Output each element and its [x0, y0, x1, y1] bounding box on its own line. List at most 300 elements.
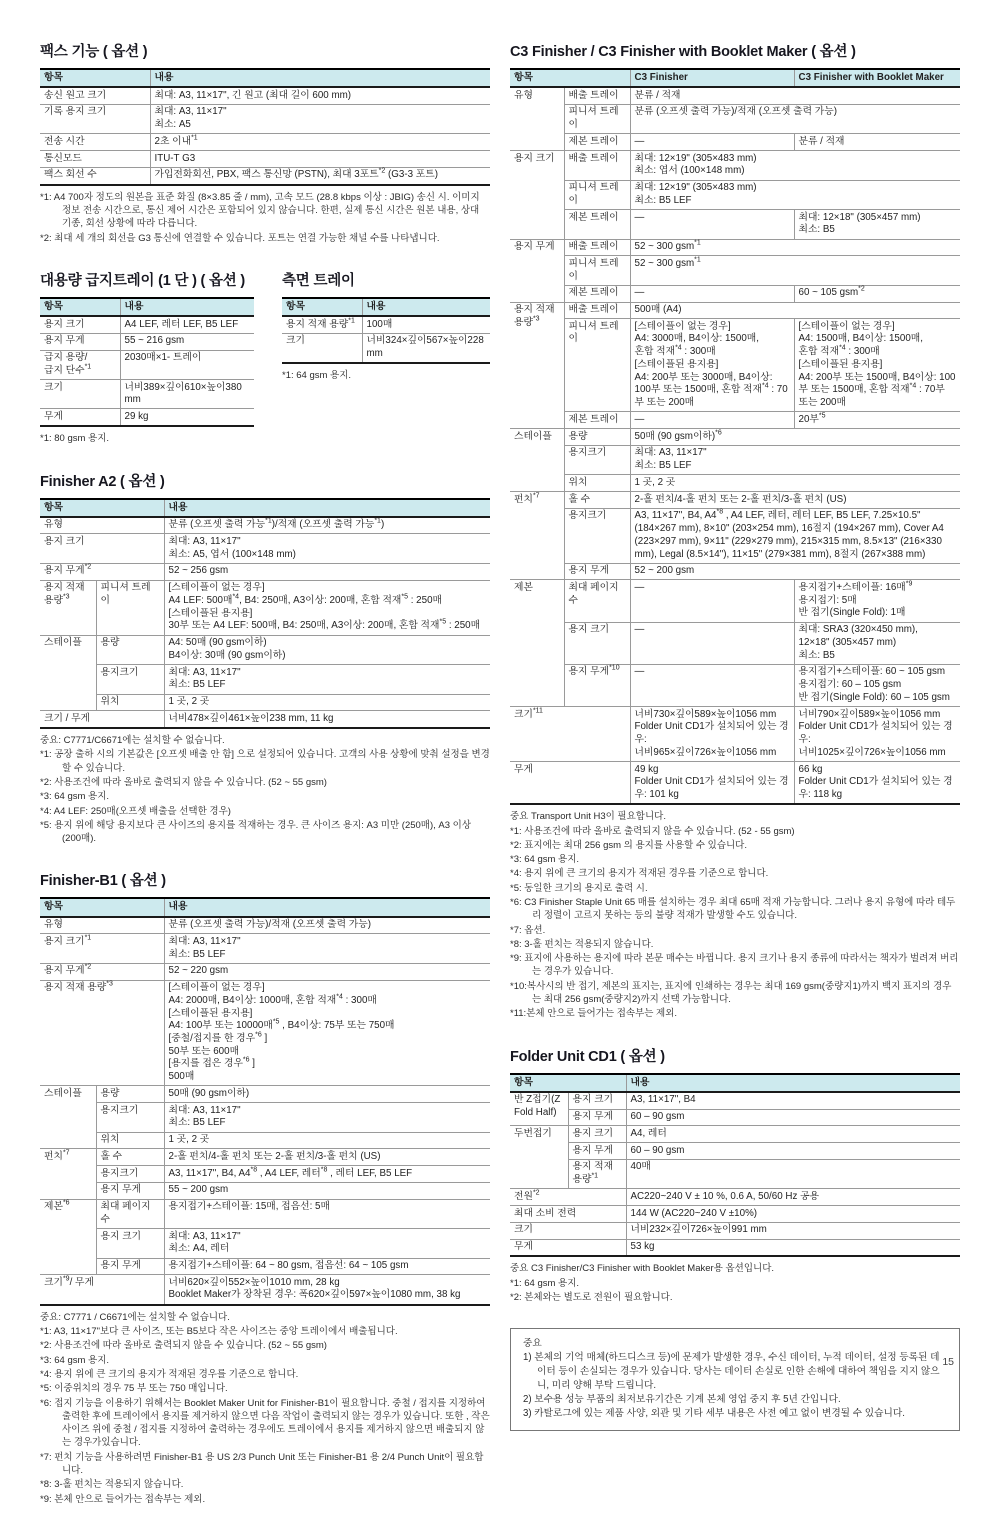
- table-cell: 60 – 90 gsm: [626, 1109, 960, 1126]
- table-row: [40, 134, 490, 151]
- table-cell: 피니셔 트레이: [564, 256, 630, 285]
- table-row: [40, 333, 254, 350]
- table-row: [40, 1166, 490, 1183]
- table-cell: 최대: A3, 11×17" 최소: B5 LEF: [164, 934, 490, 963]
- footnote: *2: 사용조건에 따라 올바로 출력되지 않을 수 있습니다. (52 ~ 55 gsm): [40, 776, 327, 788]
- table-cell: 52 ~ 200 gsm: [630, 563, 960, 580]
- table-row: [510, 87, 960, 104]
- table-row: [510, 210, 960, 239]
- table-cell: 용량: [96, 1086, 164, 1103]
- table-cell: 용지 무게: [568, 1109, 626, 1126]
- table-cell: 최대: A3, 11×17" 최소: B5 LEF: [164, 665, 490, 694]
- table-row: [510, 412, 960, 429]
- table-cell: 피니셔 트레이: [96, 580, 164, 635]
- table-cell: 위치: [564, 475, 630, 492]
- table-cell: 두번접기: [510, 1126, 568, 1189]
- table-row: [40, 694, 490, 711]
- footnote: *2: 본체와는 별도로 전원이 필요합니다.: [510, 1291, 673, 1303]
- table-cell: 500매 (A4): [630, 302, 960, 319]
- section-folder-unit-cd1: [510, 1045, 960, 1304]
- finisher-b1-notes: [40, 1311, 490, 1506]
- table-cell: 크기 / 무게: [40, 711, 164, 728]
- table-row: [40, 1258, 490, 1275]
- footnote: *3: 64 gsm 용지.: [40, 1354, 110, 1366]
- footnote: *6: C3 Finisher Staple Unit 65 매를 설치하는 경우 최대 65매 적재 가능합니다. 그러나 용지 유형에 따라 테두리 정렬이 고르지 못하는 등의 불량 적재가 발생할 수도 있습니다.: [510, 897, 956, 922]
- table-cell: 100매: [362, 316, 490, 333]
- table-cell: 50매 (90 gsm이하)$^{*6}$: [630, 429, 960, 446]
- table-cell: 급지 용량/ 급지 단수$^{*1}$: [40, 350, 120, 379]
- table-cell: 반 Z접기(Z Fold Half): [510, 1092, 568, 1126]
- table-row: [510, 622, 960, 664]
- section-finisher-a2: [40, 470, 490, 846]
- table-cell: 144 W (AC220~240 V ±10%): [626, 1206, 960, 1223]
- table-cell: 55 ~ 200 gsm: [164, 1182, 490, 1199]
- table-cell: 용지 적재 용량$^{*3}$: [40, 980, 164, 1086]
- table-cell: —: [630, 134, 794, 151]
- fax-notes: [40, 191, 490, 245]
- table-cell: 최대: A3, 11×17" 최소: A5: [150, 104, 490, 133]
- table-cell: 용지 무게: [510, 239, 564, 302]
- table-cell: 29 kg: [120, 409, 254, 426]
- table-cell: 피니셔 트레이: [564, 104, 630, 133]
- table-cell: 최대 페이지수: [564, 580, 630, 622]
- table-row: [510, 707, 960, 762]
- table-row: [510, 475, 960, 492]
- table-cell: 분류 / 적재: [794, 134, 960, 151]
- table-cell: 최대: A3, 11×17", 긴 원고 (최대 길이 600 mm): [150, 87, 490, 104]
- section-title-side-tray: 측면 트레이: [282, 272, 355, 289]
- footnote: *5: 이중위치의 경우 75 부 또는 750 매입니다.: [40, 1383, 228, 1395]
- footnote: *8: 3-홀 펀치는 적용되지 않습니다.: [510, 938, 654, 950]
- table-row: [510, 1092, 960, 1109]
- table-cell: 분류 (오프셋 출력 가능)/적재 (오프셋 출력 가능): [630, 104, 960, 133]
- table-row: [510, 762, 960, 805]
- table-row: [40, 963, 490, 980]
- column-header: C3 Finisher: [630, 69, 794, 87]
- table-cell: 2030매×1- 트레이: [120, 350, 254, 379]
- section-c3-finisher: [510, 40, 960, 1021]
- table-cell: [스테이플이 없는 경우] A4 LEF: 500매$^{*4}$, B4: 250매, A3이상: 200매, 혼합 적재$^{*5}$ : 250매 [스테이플된 용지용] 30부 또는 A4 LEF: 500매, B4: 250매, A3이상: 200매, 혼합 적재$^{*5}$ : 250매: [164, 580, 490, 635]
- header-row: [40, 898, 490, 916]
- page-number: 15: [942, 1356, 954, 1368]
- table-cell: 제본 트레이: [564, 285, 630, 302]
- column-header: 내용: [626, 1074, 960, 1092]
- table-cell: A3, 11×17", B4, A4$^{*8}$ , A4 LEF, 레터$^{*8}$ , 레터 LEF, B5 LEF: [164, 1166, 490, 1183]
- table-row: [40, 1149, 490, 1166]
- table-cell: 너비478×깊이461×높이238 mm, 11 kg: [164, 711, 490, 728]
- header-row: [40, 499, 490, 517]
- c3-finisher-spec-table: [510, 68, 960, 805]
- footnote: 중요 Transport Unit H3이 필요합니다.: [510, 811, 666, 823]
- table-cell: 가입전화회선, PBX, 팩스 통신망 (PSTN), 최대 3포트$^{*2}$ (G3-3 포트): [150, 167, 490, 184]
- table-cell: 55 ~ 216 gsm: [120, 333, 254, 350]
- table-cell: 60 ~ 105 gsm$^{*2}$: [794, 285, 960, 302]
- column-header: C3 Finisher with Booklet Maker: [794, 69, 960, 87]
- footnote: *3: 64 gsm 용지.: [40, 791, 110, 803]
- table-cell: 배출 트레이: [564, 302, 630, 319]
- table-row: [510, 319, 960, 412]
- table-cell: 최대 소비 전력: [510, 1206, 626, 1223]
- table-cell: 용지 무게: [40, 333, 120, 350]
- table-cell: 용지 무게: [96, 1182, 164, 1199]
- table-cell: 제본 트레이: [564, 210, 630, 239]
- table-cell: 40매: [626, 1159, 960, 1188]
- table-row: [510, 285, 960, 302]
- footnote: *4: 용지 위에 큰 크기의 용지가 적재된 경우를 기준으로 합니다.: [510, 868, 769, 880]
- section-title-folder-unit-cd1: Folder Unit CD1 ( 옵션 ): [510, 1048, 665, 1065]
- table-cell: 제본 트레이: [564, 134, 630, 151]
- table-cell: 펀치$^{*7}$: [40, 1149, 96, 1199]
- table-cell: 최대: A3, 11×17" 최소: B5 LEF: [164, 1103, 490, 1132]
- column-header: 항목: [510, 69, 630, 87]
- table-row: [282, 333, 490, 363]
- table-cell: 용지 무게$^{*2}$: [40, 563, 164, 580]
- table-row: [510, 664, 960, 706]
- table-row: [40, 87, 490, 104]
- table-row: [40, 517, 490, 534]
- table-cell: 50매 (90 gsm이하): [164, 1086, 490, 1103]
- right-column: [510, 40, 960, 1530]
- column-header: 항목: [40, 298, 120, 316]
- table-row: [40, 1132, 490, 1149]
- table-row: [510, 151, 960, 180]
- table-cell: —: [630, 580, 794, 622]
- footnote: *1: A4 700자 정도의 원본을 표준 화질 (8×3.85 줄 / mm), 고속 모드 (28.8 kbps 이상 : JBIG) 송신 시. 이미지 정보 전송 시간으로, 통신 제어 시간은 포함되어 있지 않습니다. 한편, 실제 통신 시간은 원본 내용, 상대 기종, 회선 상황에 따라 다릅니다.: [40, 191, 480, 230]
- table-row: [510, 134, 960, 151]
- table-row: [510, 563, 960, 580]
- footnote: 중요: C7771/C6671에는 설치할 수 없습니다.: [40, 735, 225, 747]
- column-header: 항목: [510, 1074, 626, 1092]
- table-cell: 위치: [96, 694, 164, 711]
- table-cell: 최대: A3, 11×17" 최소: A4, 레터: [164, 1229, 490, 1258]
- table-row: [510, 429, 960, 446]
- table-cell: 유형: [510, 87, 564, 150]
- table-cell: 용지 무게$^{*2}$: [40, 963, 164, 980]
- table-cell: —: [630, 285, 794, 302]
- table-cell: 펀치$^{*7}$: [510, 492, 564, 580]
- header-row: [40, 298, 254, 316]
- table-cell: 너비730×깊이589×높이1056 mm Folder Unit CD1가 설치되어 있는 경우: 너비965×깊이726×높이1056 mm: [630, 707, 794, 762]
- table-row: [510, 508, 960, 563]
- table-cell: 제본$^{*6}$: [40, 1199, 96, 1275]
- table-cell: 60 – 90 gsm: [626, 1143, 960, 1160]
- table-row: [40, 409, 254, 426]
- footnote: *1: 사용조건에 따라 올바로 출력되지 않을 수 있습니다. (52 - 55 gsm): [510, 825, 795, 837]
- table-cell: 1 곳, 2 곳: [164, 694, 490, 711]
- table-cell: 용지접기+스테이플: 16매$^{*9}$ 용지접기: 5매 반 접기(Single Fold): 1매: [794, 580, 960, 622]
- table-cell: 49 kg Folder Unit CD1가 설치되어 있는 경우: 101 kg: [630, 762, 794, 805]
- column-header: 내용: [150, 69, 490, 87]
- table-cell: 최대: 12×19" (305×483 mm) 최소: 엽서 (100×148 mm): [630, 151, 960, 180]
- footnote: *1: 80 gsm 용지.: [40, 433, 110, 445]
- table-cell: —: [630, 664, 794, 706]
- table-row: [510, 1222, 960, 1239]
- table-row: [282, 316, 490, 333]
- table-cell: 너비232×깊이726×높이991 mm: [626, 1222, 960, 1239]
- table-cell: 53 kg: [626, 1239, 960, 1256]
- footnote: *8: 3-홀 펀치는 적용되지 않습니다.: [40, 1479, 184, 1491]
- table-cell: 용지크기: [96, 1166, 164, 1183]
- column-header: 내용: [164, 898, 490, 916]
- footnote: *1: 64 gsm 용지.: [282, 370, 352, 382]
- footnote: *4: 용지 위에 큰 크기의 용지가 적재된 경우를 기준으로 합니다.: [40, 1368, 299, 1380]
- table-row: [510, 1159, 960, 1188]
- section-title-finisher-b1: Finisher-B1 ( 옵션 ): [40, 873, 166, 890]
- table-cell: 통신모드: [40, 151, 150, 168]
- column-header: 내용: [164, 499, 490, 517]
- table-row: [40, 380, 254, 409]
- table-row: [510, 492, 960, 509]
- table-cell: 용지 크기: [40, 316, 120, 333]
- table-cell: 용지 무게: [564, 563, 630, 580]
- table-cell: 너비790×깊이589×높이1056 mm Folder Unit CD1가 설치되어 있는 경우: 너비1025×깊이726×높이1056 mm: [794, 707, 960, 762]
- table-cell: —: [630, 210, 794, 239]
- footnote: *10:복사시의 반 접기, 제본의 표지는, 표지에 인쇄하는 경우는 최대 169 gsm(중량지1)까지 백지 표지의 경우는 최대 256 gsm(중량지2)까지 선택 가능합니다.: [510, 980, 952, 1006]
- section-lct: [40, 269, 254, 446]
- table-cell: 최대: 12×18" (305×457 mm) 최소: B5: [794, 210, 960, 239]
- footnote: *11:본체 안으로 들어가는 접속부는 제외.: [510, 1008, 678, 1020]
- table-cell: 너비389×깊이610×높이380 mm: [120, 380, 254, 409]
- table-cell: —: [630, 412, 794, 429]
- table-cell: 1 곳, 2 곳: [630, 475, 960, 492]
- lct-spec-table: [40, 297, 254, 427]
- table-cell: A4 LEF, 레터 LEF, B5 LEF: [120, 316, 254, 333]
- table-cell: 기록 용지 크기: [40, 104, 150, 133]
- header-row: [510, 1074, 960, 1092]
- table-cell: A4: 50매 (90 gsm이하) B4이상: 30매 (90 gsm이하): [164, 635, 490, 664]
- footnote: *7: 펀치 기능을 사용하려면 Finisher-B1 용 US 2/3 Punch Unit 또는 Finisher-B1 용 2/4 Punch Unit이 필요합니다.: [40, 1451, 484, 1476]
- footnote: *2: 최대 세 개의 회선을 G3 통신에 연결할 수 있습니다. 포트는 연결 가능한 채널 수를 나타냅니다.: [40, 232, 440, 244]
- tray-sections-row: [40, 269, 490, 470]
- table-row: [40, 711, 490, 728]
- table-cell: 용지 적재 용량$^{*3}$: [40, 580, 96, 635]
- table-row: [40, 1086, 490, 1103]
- table-row: [510, 1239, 960, 1256]
- table-row: [510, 239, 960, 256]
- table-cell: 전송 시간: [40, 134, 150, 151]
- table-cell: 52 ~ 300 gsm$^{*1}$: [630, 256, 960, 285]
- table-cell: 크기: [282, 333, 362, 363]
- table-cell: 무게: [510, 762, 630, 805]
- table-cell: 유형: [40, 917, 164, 934]
- table-cell: 용지접기+스테이플: 60 ~ 105 gsm 용지접기: 60 – 105 gsm 반 접기(Single Fold): 60 – 105 gsm: [794, 664, 960, 706]
- table-cell: 무게: [510, 1239, 626, 1256]
- table-cell: A3, 11×17", B4, A4$^{*8}$ , A4 LEF, 레터, 레터 LEF, B5 LEF, 7.25×10.5" (184×267 mm), 8×10" (203×254 mm), 16절지 (194×267 mm), Cover A4 (223×297 mm), 9×11" (229×279 mm), 215×315 mm, 8.5×13" (216×330 mm), Legal (8.5×14"), 11×15" (279×381 mm), 8절지 (267×388 mm): [630, 508, 960, 563]
- table-cell: ITU-T G3: [150, 151, 490, 168]
- c3-finisher-notes: [510, 810, 960, 1020]
- table-cell: 분류 / 적재: [630, 87, 960, 104]
- table-cell: 너비324×깊이567×높이228 mm: [362, 333, 490, 363]
- table-cell: 용지크기: [564, 445, 630, 474]
- finisher-a2-notes: [40, 734, 490, 845]
- table-cell: 전원$^{*2}$: [510, 1189, 626, 1206]
- footnote: *7: 옵션.: [510, 924, 546, 936]
- table-cell: [스테이플이 없는 경우] A4: 1500매, B4이상: 1500매, 혼합 적재$^{*4}$ : 300매 [스테이플된 용지용] A4: 200부 또는 1500매, B4이상: 100부 또는 1500매, 혼합 적재$^{*4}$ : 70부 또는 200매: [794, 319, 960, 412]
- table-cell: 용지 적재 용량$^{*3}$: [510, 302, 564, 429]
- important-notice-title: 중요: [523, 1338, 542, 1350]
- column-header: 내용: [362, 298, 490, 316]
- footnote: *9: 본체 안으로 들어가는 접속부는 제외.: [40, 1493, 206, 1505]
- table-cell: 52 ~ 256 gsm: [164, 563, 490, 580]
- table-row: [510, 1143, 960, 1160]
- table-row: [40, 1103, 490, 1132]
- table-cell: 크기$^{*9}$/ 무게: [40, 1275, 164, 1305]
- table-cell: A3, 11×17", B4: [626, 1092, 960, 1109]
- important-notice-box: [510, 1328, 960, 1430]
- table-cell: 팩스 회선 수: [40, 167, 150, 184]
- section-finisher-b1: [40, 869, 490, 1505]
- table-cell: 배출 트레이: [564, 239, 630, 256]
- table-cell: 피니셔 트레이: [564, 319, 630, 412]
- table-row: [510, 1109, 960, 1126]
- important-notice-line: 2) 보수용 성능 부품의 최저보유기간은 기계 본체 영업 중지 후 5년 간입니다.: [523, 1394, 841, 1406]
- table-cell: 용지 적재 용량$^{*1}$: [568, 1159, 626, 1188]
- footnote: *1: A3, 11×17"보다 큰 사이즈, 또는 B5보다 작은 사이즈는 중앙 트레이에서 배출됩니다.: [40, 1326, 398, 1338]
- table-cell: 2-홀 펀치/4-홀 펀치 또는 2-홀 펀치/3-홀 펀치 (US): [164, 1149, 490, 1166]
- column-header: 항목: [40, 69, 150, 87]
- table-cell: 배출 트레이: [564, 151, 630, 180]
- table-cell: 분류 (오프셋 출력 가능$^{*1}$)/적재 (오프셋 출력 가능$^{*1}$): [164, 517, 490, 534]
- table-row: [40, 534, 490, 563]
- side-tray-spec-table: [282, 297, 490, 364]
- table-cell: 최대: A3, 11×17" 최소: A5, 엽서 (100×148 mm): [164, 534, 490, 563]
- table-row: [40, 580, 490, 635]
- footnote: *1: 공장 출하 시의 기본값은 [오프셋 배출 안 함] 으로 설정되어 있습니다. 고객의 사용 상황에 맞춰 설정을 변경할 수 있습니다.: [40, 749, 490, 774]
- column-header: 항목: [40, 499, 164, 517]
- table-cell: 제본 트레이: [564, 412, 630, 429]
- header-row: [510, 69, 960, 87]
- header-row: [282, 298, 490, 316]
- table-cell: 배출 트레이: [564, 87, 630, 104]
- table-cell: 최대 페이지수: [96, 1199, 164, 1228]
- table-cell: —: [630, 622, 794, 664]
- table-row: [510, 580, 960, 622]
- table-cell: 52 ~ 300 gsm$^{*1}$: [630, 239, 960, 256]
- table-cell: 스테이플: [40, 1086, 96, 1149]
- table-cell: 용지 크기: [568, 1092, 626, 1109]
- table-row: [40, 934, 490, 963]
- footnote: *2: 표지에는 최대 256 gsm 의 용지를 사용할 수 있습니다.: [510, 839, 747, 851]
- table-cell: 홀 수: [96, 1149, 164, 1166]
- table-cell: 용지 크기: [510, 151, 564, 239]
- section-title-lct: 대용량 급지트레이 (1 단 ) ( 옵션 ): [40, 272, 246, 289]
- table-cell: 66 kg Folder Unit CD1가 설치되어 있는 경우: 118 kg: [794, 762, 960, 805]
- table-cell: A4, 레터: [626, 1126, 960, 1143]
- table-cell: [스테이플이 없는 경우] A4: 3000매, B4이상: 1500매, 혼합 적재$^{*4}$ : 300매 [스테이플된 용지용] A4: 200부 또는 3000매, B4이상: 100부 또는 1500매, 혼합 적재$^{*4}$ : 70부 또는 200매: [630, 319, 794, 412]
- table-row: [40, 350, 254, 379]
- table-row: [40, 167, 490, 184]
- table-row: [510, 256, 960, 285]
- table-row: [510, 1126, 960, 1143]
- table-cell: 용지 적재 용량$^{*1}$: [282, 316, 362, 333]
- table-row: [40, 316, 254, 333]
- footnote: *9: 표지에 사용하는 용지에 따라 본문 매수는 바뀝니다. 용지 크기나 용지 종류에 따라서는 책자가 벌려져 버리는 경우가 있습니다.: [510, 953, 959, 978]
- table-row: [510, 1206, 960, 1223]
- table-cell: 용지 크기: [96, 1229, 164, 1258]
- table-cell: 1 곳, 2 곳: [164, 1132, 490, 1149]
- table-row: [40, 151, 490, 168]
- table-row: [510, 445, 960, 474]
- lct-notes: [40, 432, 254, 445]
- table-cell: 스테이플: [510, 429, 564, 492]
- important-notice-line: 3) 카탈로그에 있는 제품 사양, 외관 및 기타 세부 내용은 사전 예고 없이 변경될 수 있습니다.: [523, 1408, 905, 1420]
- table-cell: 피니셔 트레이: [564, 180, 630, 209]
- table-row: [510, 104, 960, 133]
- table-cell: 최대: 12×19" (305×483 mm) 최소: B5 LEF: [630, 180, 960, 209]
- table-cell: 크기: [510, 1222, 626, 1239]
- table-row: [40, 1275, 490, 1305]
- table-cell: 용지접기+스테이플: 15매, 접음선: 5매: [164, 1199, 490, 1228]
- footnote: *5: 용지 위에 해당 용지보다 큰 사이즈의 용지를 적재하는 경우. 큰 사이즈 용지: A3 미만 (250매), A3 이상 (200매).: [40, 819, 472, 845]
- finisher-a2-spec-table: [40, 498, 490, 730]
- table-cell: 52 ~ 220 gsm: [164, 963, 490, 980]
- table-row: [40, 980, 490, 1086]
- table-cell: 제본: [510, 580, 564, 707]
- table-cell: 송신 원고 크기: [40, 87, 150, 104]
- table-cell: 20부$^{*5}$: [794, 412, 960, 429]
- table-cell: 용지크기: [96, 665, 164, 694]
- header-row: [40, 69, 490, 87]
- footnote: *3: 64 gsm 용지.: [510, 854, 580, 866]
- table-row: [40, 635, 490, 664]
- table-cell: 용량: [96, 635, 164, 664]
- table-cell: 용지 크기: [40, 534, 164, 563]
- footnote: 중요 C3 Finisher/C3 Finisher with Booklet Maker용 옵션입니다.: [510, 1263, 775, 1275]
- table-cell: 홀 수: [564, 492, 630, 509]
- table-row: [510, 1189, 960, 1206]
- folder-unit-cd1-notes: [510, 1262, 960, 1304]
- table-cell: 용지 크기: [564, 622, 630, 664]
- column-header: 항목: [40, 898, 164, 916]
- folder-unit-cd1-spec-table: [510, 1073, 960, 1258]
- side-tray-notes: [282, 369, 490, 382]
- table-cell: AC220~240 V ± 10 %, 0.6 A, 50/60 Hz 공용: [626, 1189, 960, 1206]
- section-fax: [40, 40, 490, 245]
- column-header: 항목: [282, 298, 362, 316]
- table-cell: 용지 크기: [568, 1126, 626, 1143]
- table-row: [40, 104, 490, 133]
- table-cell: 용지접기+스테이플: 64 ~ 80 gsm, 접음선: 64 ~ 105 gsm: [164, 1258, 490, 1275]
- table-cell: 무게: [40, 409, 120, 426]
- table-cell: 크기: [40, 380, 120, 409]
- table-cell: 용지 무게: [96, 1258, 164, 1275]
- table-row: [510, 180, 960, 209]
- section-title-finisher-a2: Finisher A2 ( 옵션 ): [40, 473, 165, 490]
- table-cell: 최대: SRA3 (320×450 mm), 12×18" (305×457 mm) 최소: B5: [794, 622, 960, 664]
- table-row: [40, 563, 490, 580]
- footnote: *2: 사용조건에 따라 올바로 출력되지 않을 수 있습니다. (52 ~ 55 gsm): [40, 1340, 327, 1352]
- table-row: [40, 917, 490, 934]
- table-cell: 최대: A3, 11×17" 최소: B5 LEF: [630, 445, 960, 474]
- table-cell: 2-홀 펀치/4-홀 펀치 또는 2-홀 펀치/3-홀 펀치 (US): [630, 492, 960, 509]
- footnote: *6: 접지 기능을 이용하기 위해서는 Booklet Maker Unit for Finisher-B1이 필요합니다. 중철 / 접지를 지정하여 출력한 후에 트레이에서 용지를 제거하지 않으면 다음 작업이 출력되지 않는 경우가 있습니다. 또한 , 작은 사이즈 위에 중철 / 접지를 지정하여 출력하는 경우에도 트레이에서 용지를 제거하지 않으면 배출되지 않는 경우가있습니다.: [40, 1397, 490, 1449]
- table-cell: 용지 크기$^{*1}$: [40, 934, 164, 963]
- table-cell: 너비620×깊이552×높이1010 mm, 28 kg Booklet Maker가 장착된 경우: 폭620×깊이597×높이1080 mm, 38 kg: [164, 1275, 490, 1305]
- table-row: [40, 1182, 490, 1199]
- footnote: *5: 동일한 크기의 용지로 출력 시.: [510, 882, 648, 894]
- table-row: [40, 1229, 490, 1258]
- important-notice-lines: [523, 1351, 947, 1421]
- fax-spec-table: [40, 68, 490, 186]
- section-title-c3-finisher: C3 Finisher / C3 Finisher with Booklet Maker ( 옵션 ): [510, 44, 856, 60]
- left-column: [40, 40, 490, 1530]
- table-cell: 용지크기: [96, 1103, 164, 1132]
- table-cell: 유형: [40, 517, 164, 534]
- table-cell: 스테이플: [40, 635, 96, 711]
- section-title-fax: 팩스 기능 ( 옵션 ): [40, 44, 148, 60]
- section-side-tray: [282, 269, 490, 446]
- table-cell: 크기$^{*11}$: [510, 707, 630, 762]
